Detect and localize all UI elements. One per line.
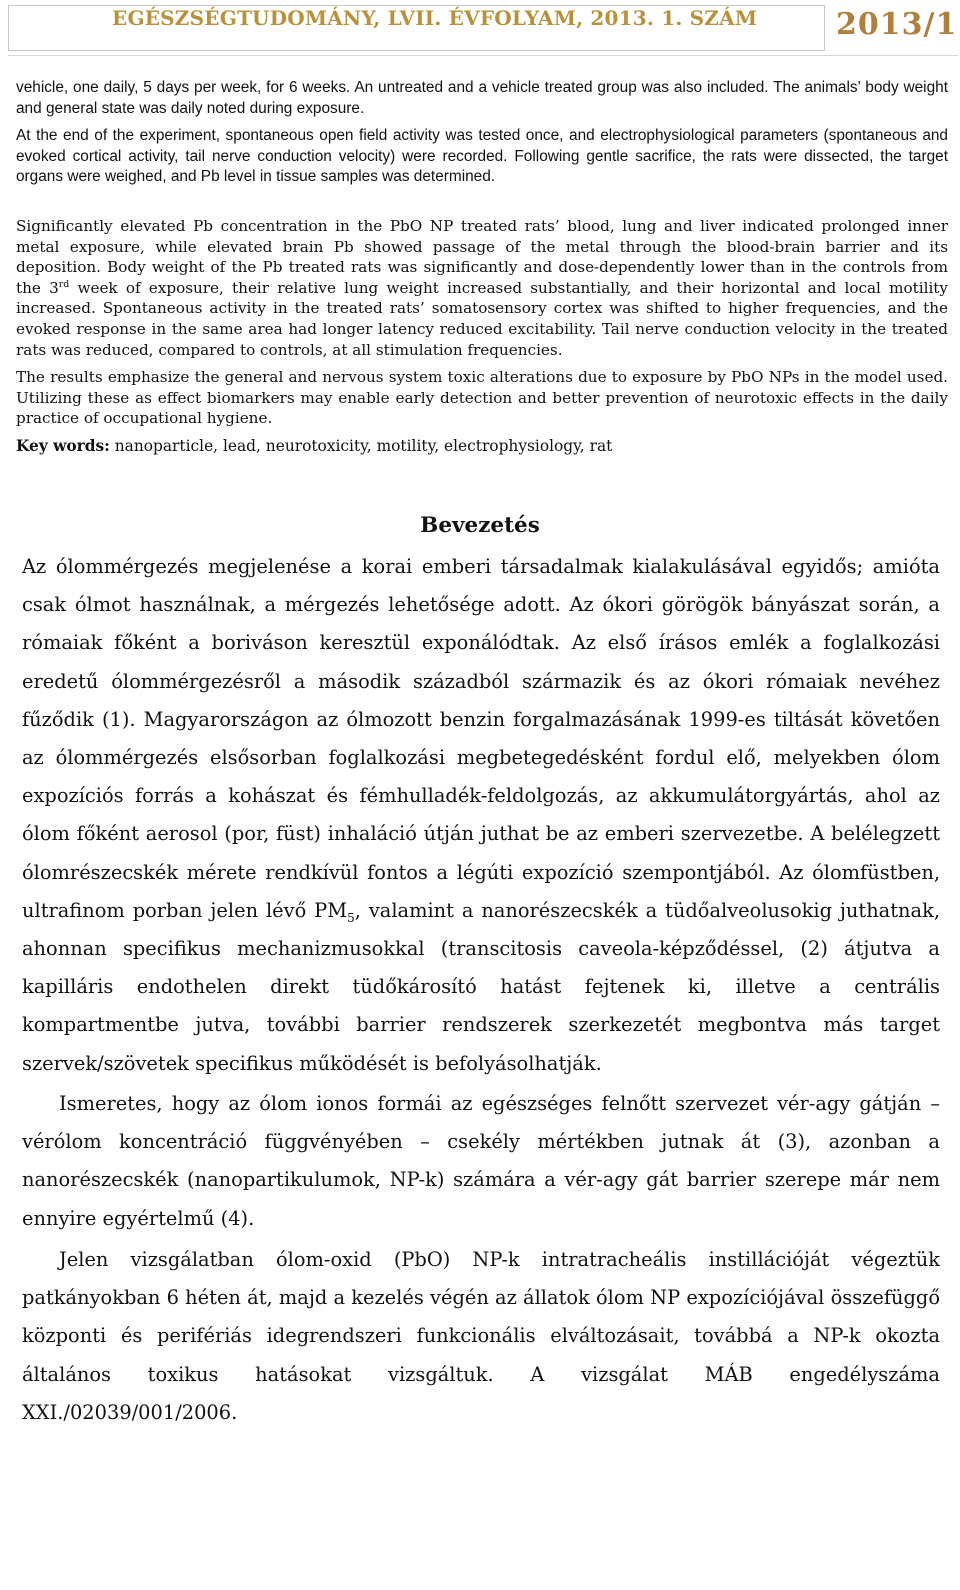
abstract-paragraph-4: The results emphasize the general and nervous system toxic alterations due to exposure by PbO NPs in the model used. Utilizing these as effect biomarkers may enable early detection and better prevention of neurotoxic effects in the daily practice of occupational hygiene. (16, 368, 948, 428)
header-divider (8, 55, 958, 56)
abstract-paragraph-2: At the end of the experiment, spontaneous open field activity was tested once, and electrophysiological parameters (spontaneous and evoked cortical activity, tail nerve conduction velocity) were recorded. Following gentle sacrifice, the rats were dissected, the target organs were weighed, and Pb level in tissue samples was determined. (16, 127, 948, 186)
abstract-paragraph-1: vehicle, one daily, 5 days per week, for 6 weeks. An untreated and a vehicle treated group was also included. The animals’ body weight and general state was daily noted during exposure. (16, 79, 948, 117)
abstract-p3-text-b: week of exposure, their relative lung weight increased substantially, and their horizontal and local motility increased. Spontaneous activity in the treated rats’ somatosensory cortex was shifted to higher frequencies, and the evoked response in the same area had longer latency reduced excitability. Tail nerve conduction velocity in the treated rats was reduced, compared to controls, at all stimulation frequencies. (16, 278, 948, 359)
body-p1-text-a: Az ólommérgezés megjelenése a korai emberi társadalmak kialakulásával egyidős; amióta csak ólmot használnak, a mérgezés lehetősége adott. Az ókori görögök bányászat során, a rómaiak főként a boriváson keresztül exponálódtak. Az első írásos emlék a foglalkozási eredetű ólommérgezésről a második századból származik és az ókori rómaiak nevéhez fűződik (1). Magyarországon az ólmozott benzin forgalmazásának 1999-es tiltását követően az ólommérgezés elsősorban foglalkozási megbetegedésként fordul elő, melyekben ólom expozíciós forrás a kohászat és fémhulladék-feldolgozás, az akkumulátorgyártás, ahol az ólom főként aerosol (por, füst) inhaláció útján juthat be az emberi szervezetbe. A belélegzett ólomrészecskék mérete rendkívül fontos a légúti expozíció szempontjából. Az ólomfüstben, ultrafinom porban jelen lévő PM (22, 555, 940, 922)
body-p1-text-b: , valamint a nanorészecskék a tüdőalveolusokig juthatnak, ahonnan specifikus mechanizmusokkal (transcitosis caveola-képződéssel, (2) átjutva a kapilláris endothelen direkt tüdőkárosító hatást fejtenek ki, illetve a centrális kompartmentbe jutva, további barrier rendszerek szerkezetét megbontva más target szervek/szövetek specifikus működését is befolyásolhatják. (22, 898, 940, 1075)
ordinal-superscript: rd (58, 278, 70, 290)
journal-title: EGÉSZSÉGTUDOMÁNY, LVII. ÉVFOLYAM, 2013. 1. SZÁM (112, 6, 758, 30)
keywords (16, 436, 612, 457)
section-heading: Bevezetés (420, 513, 540, 538)
body-paragraph-2: Ismeretes, hogy az ólom ionos formái az egészséges felnőtt szervezet vér-agy gátján – vérólom koncentráció függvényében – csekély mértékben jutnak át (3), azonban a nanorészecskék (nanopartikulumok, NP-k) számára a vér-agy gát barrier szerepe már nem ennyire egyértelmű (4). (22, 1092, 940, 1230)
body-paragraph-3: Jelen vizsgálatban ólom-oxid (PbO) NP-k intratracheális instillációját végeztük patkányokban 6 héten át, majd a kezelés végén az állatok ólom NP expozíciójával összefüggő központi és perifériás idegrendszeri funkcionális elváltozásait, továbbá a NP-k okozta általános toxikus hatásokat vizsgáltuk. A vizsgálat MÁB engedélyszáma XXI./02039/001/2006. (22, 1248, 940, 1424)
keywords-label: Key words: (16, 437, 110, 455)
abstract-paragraph-3 (16, 216, 948, 360)
abstract-p3-text-a: Significantly elevated Pb concentration in the PbO NP treated rats’ blood, lung and liver indicated prolonged inner metal exposure, while elevated brain Pb showed passage of the metal through the blood-brain barrier and its deposition. Body weight of the Pb treated rats was significantly and dose-dependently lower than in the controls from the 3 (16, 217, 948, 297)
body-paragraph-1 (22, 548, 940, 1083)
pm-subscript: 5 (347, 910, 355, 925)
issue-number: 2013/1 (836, 7, 958, 42)
page-header (0, 0, 960, 60)
keywords-list: nanoparticle, lead, neurotoxicity, motility, electrophysiology, rat (109, 437, 613, 455)
